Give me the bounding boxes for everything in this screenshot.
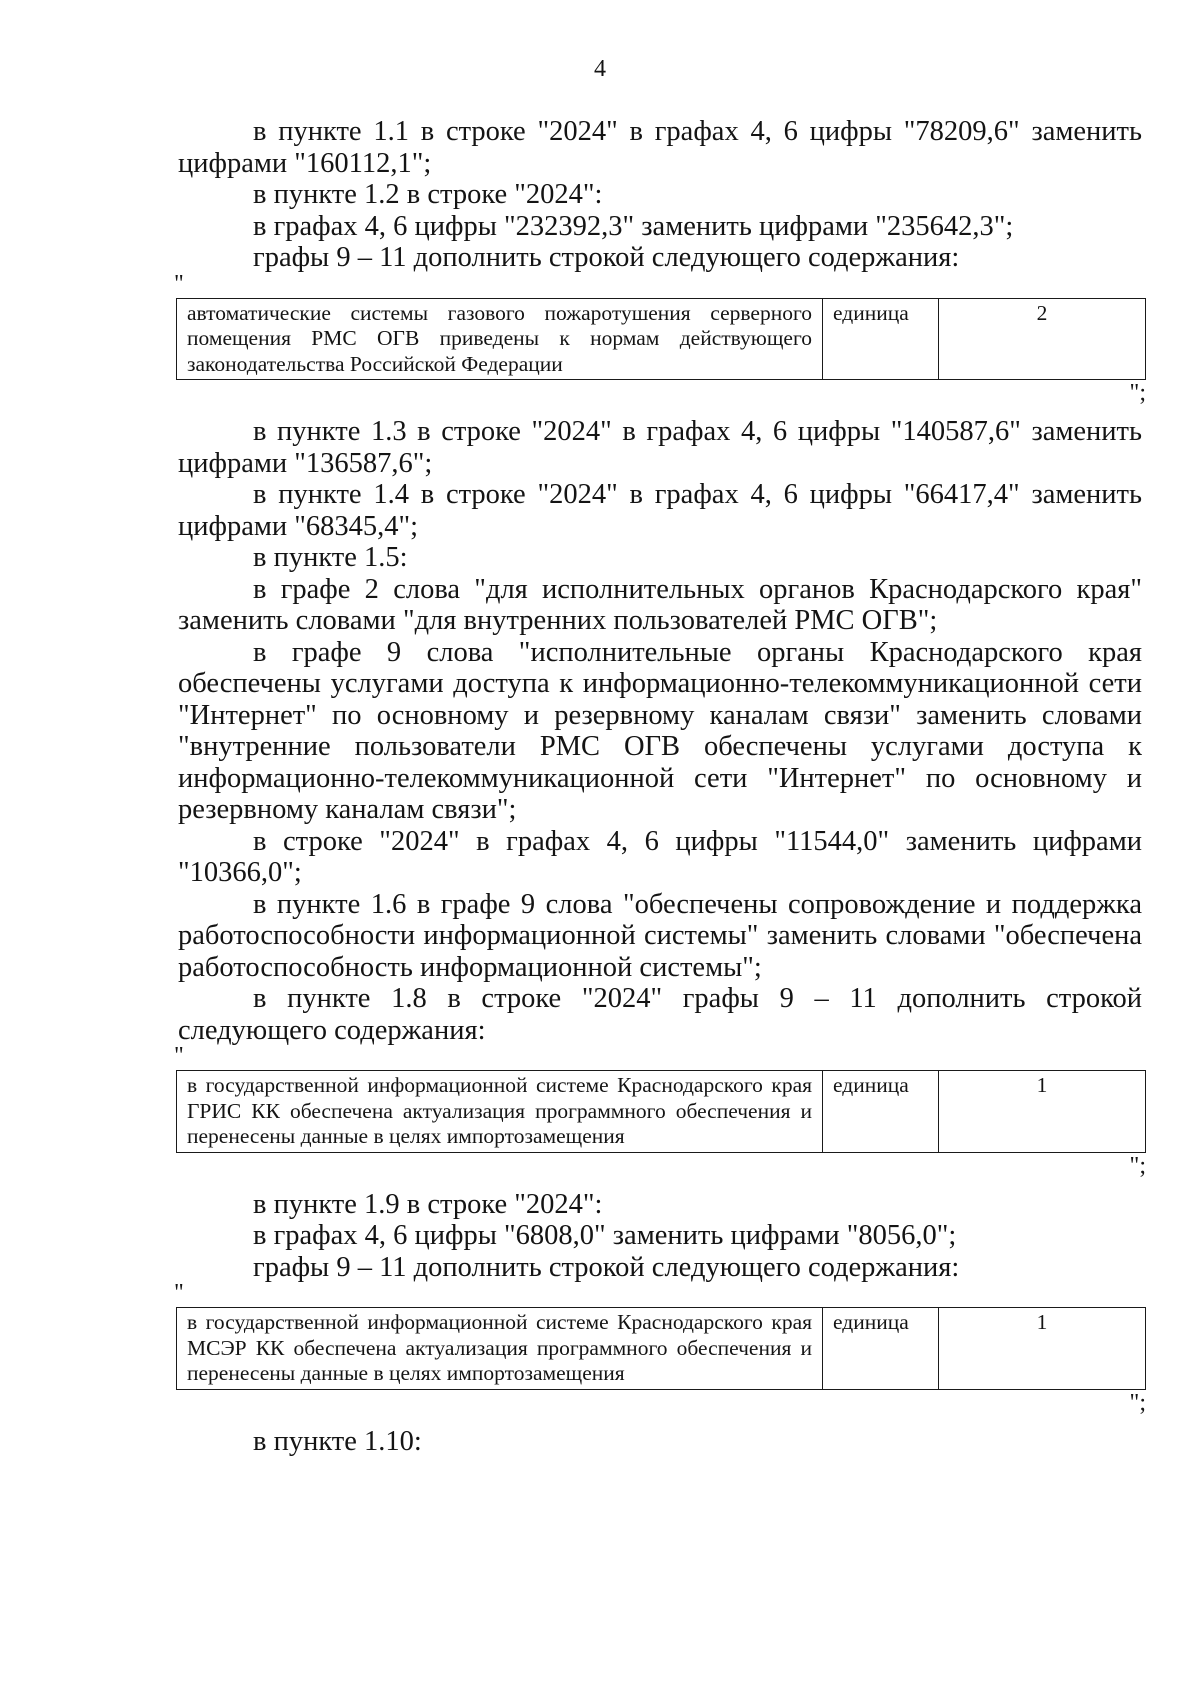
paragraph: в графе 2 слова "для исполнительных органов Краснодарского края" заменить словами "для внутренних пользователей РМС ОГВ"; <box>178 573 1142 636</box>
opening-quote: " <box>174 1280 184 1306</box>
inserted-row-table-1 <box>176 298 1146 381</box>
page-number: 4 <box>594 56 606 82</box>
opening-quote: " <box>174 1043 184 1069</box>
paragraph: в пункте 1.9 в строке "2024": <box>253 1188 603 1220</box>
paragraph: в графах 4, 6 цифры "232392,3" заменить цифрами "235642,3"; <box>253 210 1014 242</box>
table-cell-unit: единица <box>823 1071 939 1153</box>
closing-quote: "; <box>1129 380 1146 406</box>
table-row <box>177 1308 1146 1390</box>
paragraph: в графах 4, 6 цифры "6808,0" заменить цифрами "8056,0"; <box>253 1220 957 1251</box>
paragraph: в пункте 1.5: <box>253 542 408 573</box>
paragraph: в пункте 1.1 в строке "2024" в графах 4, 6 цифры "78209,6" заменить цифрами "160112,1"; <box>178 116 1142 179</box>
table-cell-value: 1 <box>939 1071 1146 1153</box>
table-row <box>177 1071 1146 1153</box>
paragraph: графы 9 – 11 дополнить строкой следующего содержания: <box>253 242 960 273</box>
table-cell-unit: единица <box>823 1308 939 1390</box>
table-cell-value: 1 <box>939 1308 1146 1390</box>
table-cell-unit: единица <box>823 298 939 380</box>
closing-quote: "; <box>1129 1389 1146 1416</box>
opening-quote: " <box>174 270 184 297</box>
closing-quote: "; <box>1129 1152 1146 1179</box>
table-cell-description: автоматические системы газового пожаротушения серверного помещения РМС ОГВ приведены к нормам действующего законодательства Российской Федерации <box>177 298 823 380</box>
table-row <box>177 298 1146 380</box>
paragraph: в пункте 1.6 в графе 9 слова "обеспечены сопровождение и поддержка работоспособности информационной системы" заменить словами "обеспечена работоспособность информационной системы"; <box>178 888 1142 983</box>
paragraph: графы 9 – 11 дополнить строкой следующего содержания: <box>253 1251 960 1283</box>
document-body <box>174 116 1146 1457</box>
table-cell-value: 2 <box>939 298 1146 380</box>
table-cell-description: в государственной информационной системе Краснодарского края МСЭР КК обеспечена актуализация программного обеспечения и перенесены данные в целях импортозамещения <box>177 1308 823 1390</box>
table-cell-description: в государственной информационной системе Краснодарского края ГРИС КК обеспечена актуализация программного обеспечения и перенесены данные в целях импортозамещения <box>177 1071 823 1153</box>
inserted-row-table-2 <box>176 1070 1146 1153</box>
paragraph: в пункте 1.8 в строке "2024" графы 9 – 11 дополнить строкой следующего содержания: <box>178 983 1142 1046</box>
paragraph: в пункте 1.3 в строке "2024" в графах 4, 6 цифры "140587,6" заменить цифрами "136587,6"; <box>178 416 1142 479</box>
paragraph: в графе 9 слова "исполнительные органы Краснодарского края обеспечены услугами доступа к информационно-телекоммуникационной сети "Интернет" по основному и резервному каналам связи" заменить словами "внутренние пользователи РМС ОГВ обеспечены услугами доступа к информационно-телекоммуникационной сети "Интернет" по основному и резервному каналам связи"; <box>178 636 1142 825</box>
paragraph: в пункте 1.10: <box>253 1425 422 1457</box>
paragraph: в пункте 1.4 в строке "2024" в графах 4, 6 цифры "66417,4" заменить цифрами "68345,4"; <box>178 479 1142 542</box>
inserted-row-table-3 <box>176 1307 1146 1390</box>
paragraph: в пункте 1.2 в строке "2024": <box>253 179 603 210</box>
paragraph: в строке "2024" в графах 4, 6 цифры "11544,0" заменить цифрами "10366,0"; <box>178 825 1142 888</box>
